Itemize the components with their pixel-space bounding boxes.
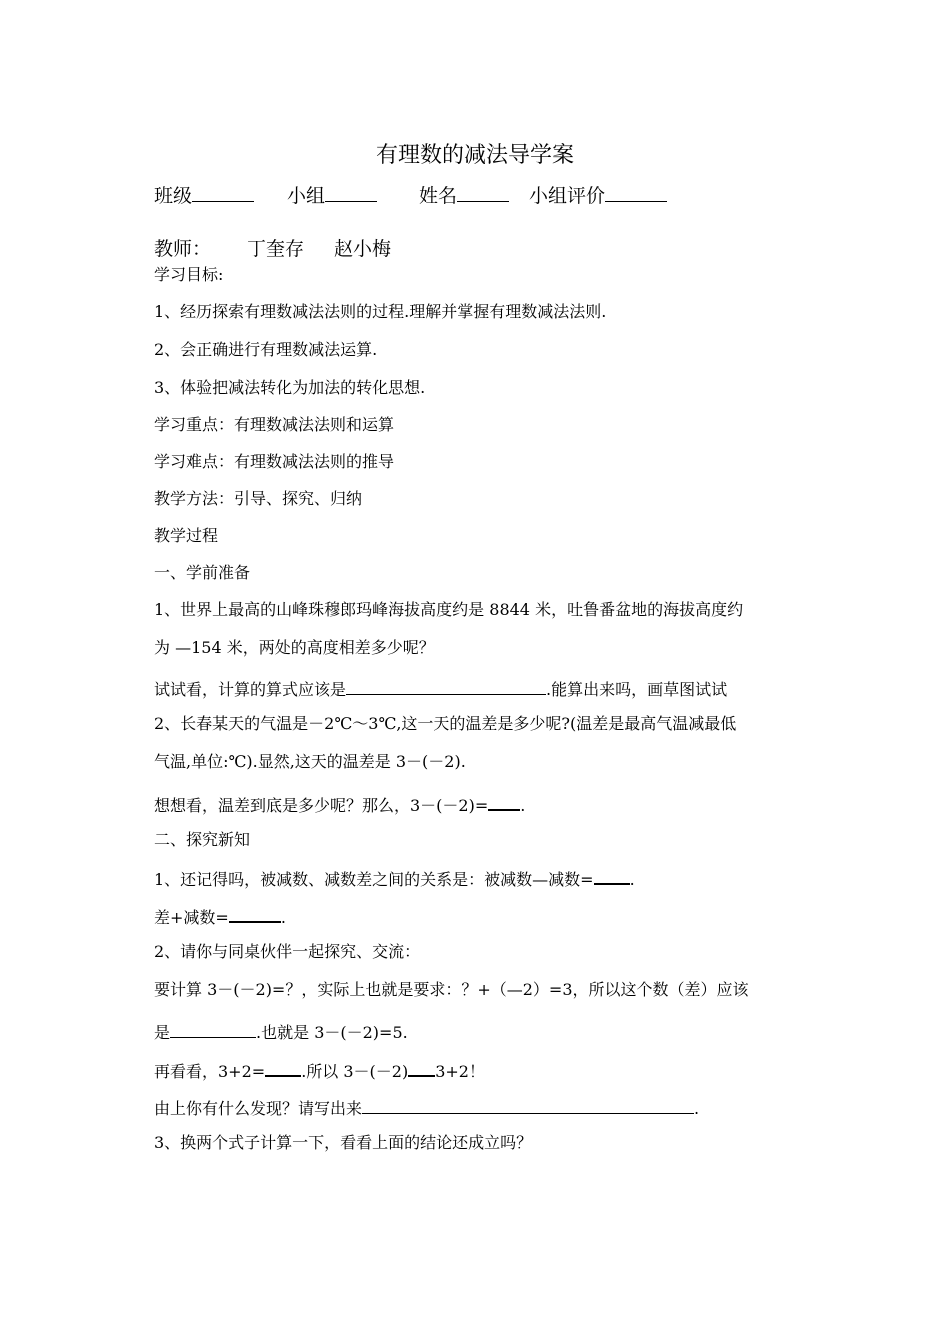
section2-p5 xyxy=(154,1020,408,1043)
name-blank[interactable] xyxy=(457,184,509,202)
section2-heading: 二、探究新知 xyxy=(154,830,251,849)
teaching-method: 教学方法：引导、探究、归纳 xyxy=(154,489,363,508)
p2-suffix: . xyxy=(280,908,286,927)
section2-p3: 2、请你与同桌伙伴一起探究、交流： xyxy=(154,942,421,961)
section1-q1-line3 xyxy=(154,677,727,700)
objective-1: 1、经历探索有理数减法法则的过程.理解并掌握有理数减法法则. xyxy=(154,302,607,321)
p7-text: 由上你有什么发现？请写出来 xyxy=(154,1099,363,1118)
section2-p4: 要计算 3－(－2)=？，实际上也就是要求：？+（—2）=3，所以这个数（差）应该 xyxy=(154,980,749,999)
p6-text: 再看看，3+2= xyxy=(154,1062,266,1081)
section1-q2-line2: 气温,单位:℃).显然,这天的温差是 3－(－2). xyxy=(154,752,466,771)
objectives-heading: 学习目标: xyxy=(154,265,224,284)
section1-q1-line2: 为 —154 米，两处的高度相差多少呢？ xyxy=(154,638,435,657)
p5-text: 是 xyxy=(154,1023,171,1042)
p6-compare-blank[interactable] xyxy=(408,1058,435,1077)
p7-answer-blank[interactable] xyxy=(362,1096,694,1114)
p5-answer-blank[interactable] xyxy=(170,1020,256,1038)
p7-suffix: . xyxy=(694,1099,700,1118)
section1-q2-line1: 2、长春某天的气温是－2℃～3℃,这一天的温差是多少呢?(温差是最高气温减最低 xyxy=(154,714,737,733)
q1-prompt: 试试看，计算的算式应该是 xyxy=(154,680,347,699)
p5-suffix: .也就是 3－(－2)=5. xyxy=(256,1023,408,1042)
teacher-line xyxy=(154,236,391,262)
page-title: 有理数的减法导学案 xyxy=(375,143,574,168)
p6-sum-blank[interactable] xyxy=(265,1058,301,1077)
group-blank[interactable] xyxy=(325,184,377,202)
q2-answer-blank[interactable] xyxy=(488,792,520,811)
group-eval-blank[interactable] xyxy=(605,184,667,202)
teacher-name-2: 赵小梅 xyxy=(334,238,392,260)
p2-text: 差+减数= xyxy=(154,908,229,927)
process-heading: 教学过程 xyxy=(154,526,219,545)
class-blank[interactable] xyxy=(192,184,254,202)
objective-3: 3、体验把减法转化为加法的转化思想. xyxy=(154,378,426,397)
difficulty: 学习难点：有理数减法法则的推导 xyxy=(154,452,395,471)
section2-p8: 3、换两个式子计算一下，看看上面的结论还成立吗？ xyxy=(154,1133,533,1152)
p2-answer-blank[interactable] xyxy=(229,904,281,923)
q1-formula-blank[interactable] xyxy=(346,677,546,695)
section1-q1-line1: 1、世界上最高的山峰珠穆郎玛峰海拔高度约是 8844 米，吐鲁番盆地的海拔高度约 xyxy=(154,600,744,619)
section2-p2 xyxy=(154,904,286,928)
group-label: 小组 xyxy=(287,185,326,207)
key-point: 学习重点：有理数减法法则和运算 xyxy=(154,415,395,434)
section2-p7 xyxy=(154,1096,699,1119)
p1-answer-blank[interactable] xyxy=(594,866,630,885)
name-label: 姓名 xyxy=(419,185,458,207)
class-label: 班级 xyxy=(154,185,193,207)
q2-suffix: . xyxy=(520,796,526,815)
section2-p1 xyxy=(154,866,635,890)
teacher-name-1: 丁奎存 xyxy=(247,238,305,260)
teacher-label: 教师： xyxy=(154,238,212,260)
q1-suffix: .能算出来吗，画草图试试 xyxy=(546,680,728,699)
q2-prompt: 想想看，温差到底是多少呢？那么，3－(－2)= xyxy=(154,796,489,815)
p1-text: 1、还记得吗，被减数、减数差之间的关系是：被减数—减数= xyxy=(154,870,594,889)
header-fields-row xyxy=(154,183,667,209)
p6-suffix: 3+2！ xyxy=(435,1062,485,1081)
p1-suffix: . xyxy=(629,870,635,889)
p6-middle: .所以 3－(－2) xyxy=(301,1062,409,1081)
section1-q2-line3 xyxy=(154,792,525,816)
section2-p6 xyxy=(154,1058,485,1082)
group-eval-label: 小组评价 xyxy=(529,185,606,207)
objective-2: 2、会正确进行有理数减法运算. xyxy=(154,340,378,359)
section1-heading: 一、学前准备 xyxy=(154,563,251,582)
